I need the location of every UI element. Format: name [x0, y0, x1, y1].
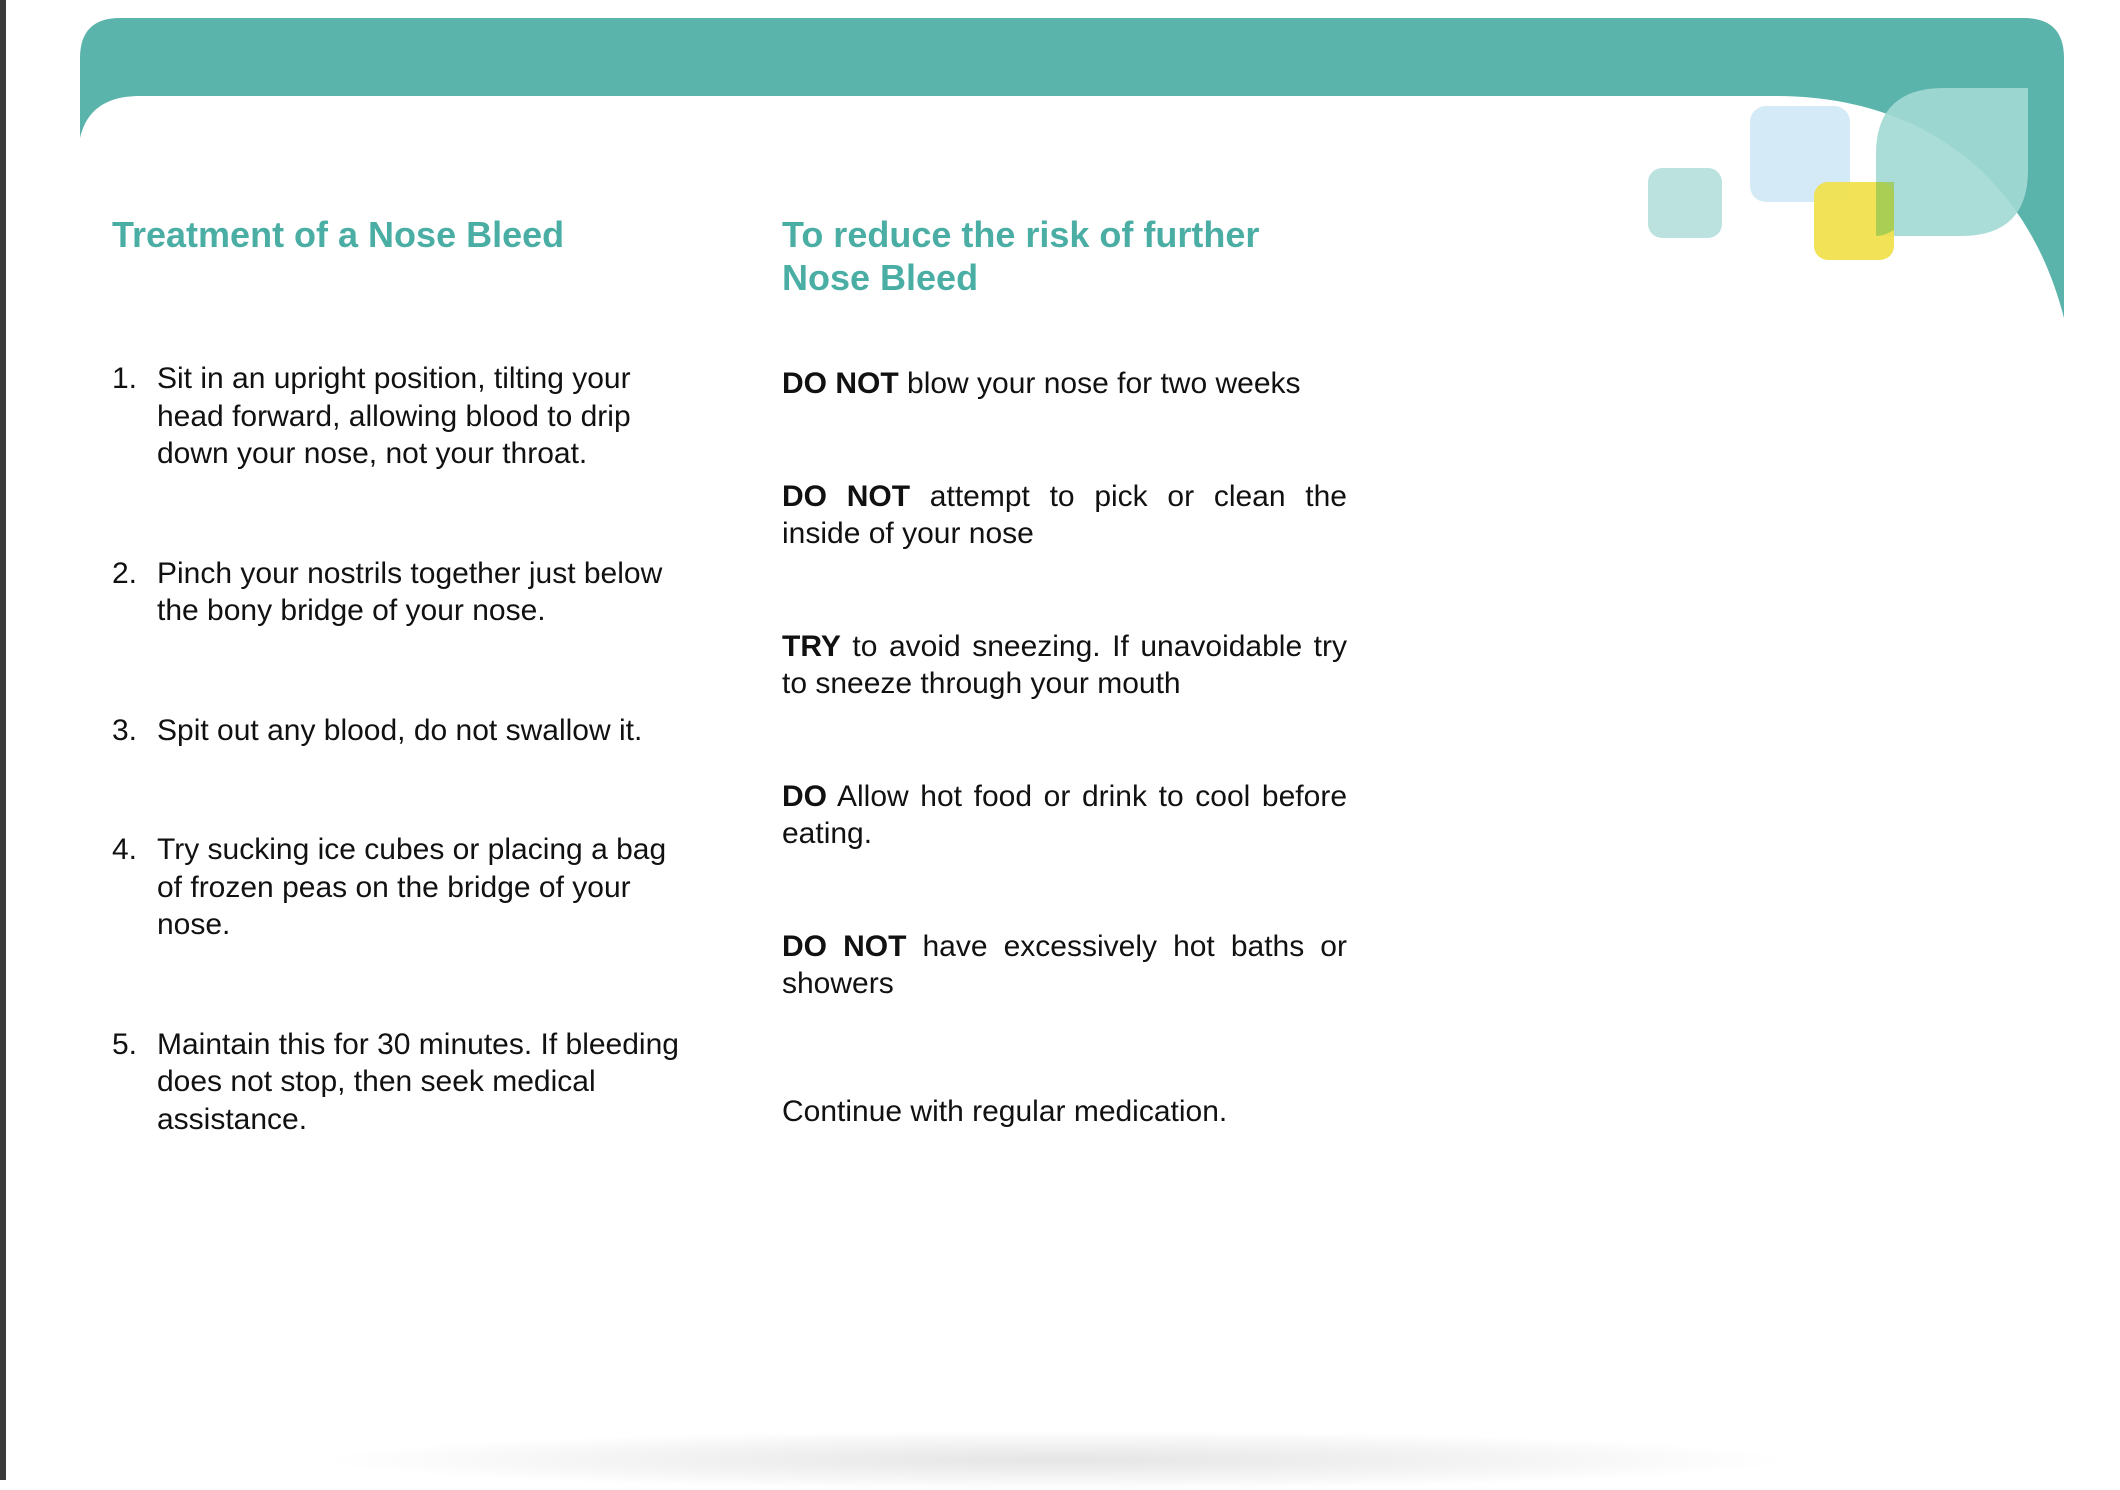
treatment-step: [112, 360, 692, 473]
step-text: Spit out any blood, do not swallow it.: [157, 713, 643, 747]
step-number: 2.: [112, 556, 138, 590]
step-text: Sit in an upright position, tilting your head forward, allowing blood to drip down your nose, not your throat.: [157, 362, 631, 470]
prevention-heading: [782, 213, 1382, 299]
prevention-advice-list: [782, 365, 1347, 1130]
step-number: 1.: [112, 362, 138, 395]
advice-text: attempt to pick or clean the inside of your nose: [782, 479, 1347, 550]
step-text: Try sucking ice cubes or placing a bag of frozen peas on the bridge of your nose.: [157, 833, 667, 941]
treatment-step: [112, 1026, 692, 1139]
accent-leaf-teal: [1876, 88, 2028, 236]
step-text: Pinch your nostrils together just below the bony bridge of your nose.: [157, 556, 663, 627]
advice-lead: DO NOT: [782, 929, 907, 963]
treatment-steps-list: [112, 360, 692, 1138]
advice-lead: TRY: [782, 629, 841, 663]
treatment-step: [112, 712, 692, 750]
document-page: [6, 0, 2120, 1480]
advice-item: [782, 478, 1347, 553]
advice-text: Continue with regular medication.: [782, 1094, 1228, 1128]
accent-overlap-green: [1876, 182, 1894, 236]
advice-item: [782, 928, 1347, 1003]
treatment-heading: Treatment of a Nose Bleed: [112, 214, 565, 255]
advice-text: blow your nose for two weeks: [898, 367, 1301, 400]
advice-item: [782, 365, 1347, 403]
step-number: 3.: [112, 713, 138, 747]
prevention-heading-line2: Nose Bleed: [782, 257, 979, 298]
advice-text: have excessively hot baths or showers: [782, 929, 1347, 1000]
advice-item: [782, 1093, 1347, 1131]
accent-square-soft-teal: [1648, 168, 1722, 238]
treatment-step: [112, 555, 692, 630]
advice-lead: DO: [782, 779, 827, 813]
step-text: Maintain this for 30 minutes. If bleeding does not stop, then seek medical assistance.: [157, 1027, 679, 1136]
step-number: 4.: [112, 833, 138, 866]
prevention-heading-line1: To reduce the risk of further: [782, 214, 1260, 255]
page-bottom-shadow: [316, 1430, 1796, 1490]
advice-text: to avoid sneezing. If unavoidable try to sneeze through your mouth: [782, 629, 1347, 700]
advice-lead: DO NOT: [782, 367, 899, 400]
advice-lead: DO NOT: [782, 479, 911, 513]
advice-item: [782, 778, 1347, 853]
advice-item: [782, 628, 1347, 703]
advice-text: Allow hot food or drink to cool before eating.: [782, 779, 1347, 850]
treatment-step: [112, 831, 692, 944]
step-number: 5.: [112, 1027, 138, 1061]
